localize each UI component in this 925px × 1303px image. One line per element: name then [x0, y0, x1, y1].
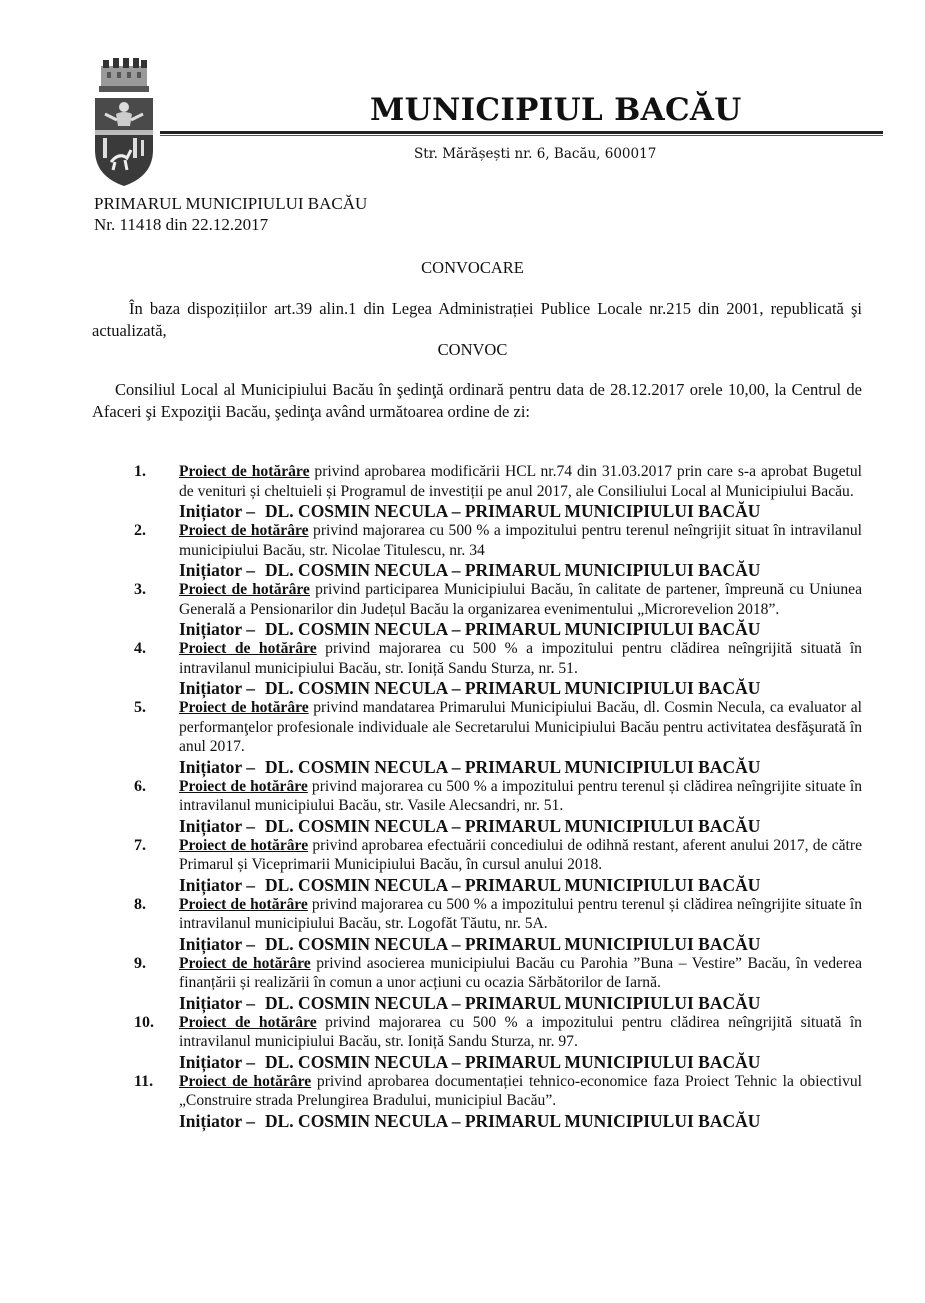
agenda-item-description	[179, 639, 862, 678]
agenda-item-description	[179, 698, 862, 757]
initiator-label: Inițiator –	[179, 678, 255, 698]
agenda-item	[92, 1072, 862, 1131]
agenda-item	[92, 462, 862, 521]
draft-decision-label: Proiect de hotărâre	[179, 954, 311, 972]
initiator-name: DL. COSMIN NECULA – PRIMARUL MUNICIPIULUI BACĂU	[265, 815, 761, 836]
agenda-item	[92, 1013, 862, 1072]
initiator-line	[179, 1052, 862, 1072]
coat-of-arms-icon	[93, 58, 155, 188]
agenda-item-number: 8.	[134, 895, 146, 913]
agenda-item-text: privind aprobarea documentației tehnico-economice faza Proiect Tehnic la obiectivul „Construire strada Prelungirea Bradului, municipiul Bacău”.	[179, 1072, 862, 1109]
agenda-item	[92, 954, 862, 1013]
issuer-block	[94, 193, 367, 235]
initiator-label: Inițiator –	[179, 501, 255, 521]
draft-decision-label: Proiect de hotărâre	[179, 699, 309, 716]
agenda-item-text: privind majorarea cu 500 % a impozitului pentru terenul și clădirea neîngrijite situate în intravilanul municipiului Bacău, str. Vasile Alecsandri, nr. 51.	[179, 777, 862, 814]
draft-decision-label: Proiect de hotărâre	[179, 581, 310, 598]
initiator-label: Inițiator –	[179, 992, 255, 1013]
issuer-name: PRIMARUL MUNICIPIULUI BACĂU	[94, 194, 368, 213]
initiator-name: DL. COSMIN NECULA – PRIMARUL MUNICIPIULUI BACĂU	[265, 560, 761, 580]
registration-number: Nr. 11418 din 22.12.2017	[94, 215, 269, 234]
agenda-item-description	[179, 836, 862, 875]
document-heading: CONVOCARE	[421, 258, 524, 277]
draft-decision-label: Proiect de hotărâre	[179, 895, 308, 913]
header-rule	[160, 131, 883, 136]
initiator-line	[179, 1111, 862, 1131]
agenda-item-text: privind mandatarea Primarului Municipiului Bacău, dl. Cosmin Necula, ca evaluator al performanţelor profesionale individuale ale Secretarului Municipiului Bacău pentru activitatea desfăşurată în anul 2017.	[179, 699, 862, 755]
initiator-line	[179, 934, 862, 954]
draft-decision-label: Proiect de hotărâre	[179, 640, 317, 657]
agenda-item-number: 9.	[134, 954, 146, 972]
initiator-name: DL. COSMIN NECULA – PRIMARUL MUNICIPIULUI BACĂU	[265, 874, 761, 895]
agenda-item-description	[179, 580, 862, 619]
agenda-item	[92, 521, 862, 580]
agenda-item-description	[179, 462, 862, 501]
agenda-item-number: 10.	[134, 1013, 154, 1031]
initiator-name: DL. COSMIN NECULA – PRIMARUL MUNICIPIULUI BACĂU	[265, 678, 761, 698]
document-subheading: CONVOC	[437, 340, 508, 359]
initiator-line	[179, 816, 862, 836]
initiator-label: Inițiator –	[179, 756, 255, 777]
initiator-name: DL. COSMIN NECULA – PRIMARUL MUNICIPIULUI BACĂU	[265, 756, 761, 777]
agenda-item-number: 5.	[134, 699, 146, 716]
initiator-line	[179, 757, 862, 777]
agenda-item-text: privind majorarea cu 500 % a impozitului pentru terenul și clădirea neîngrijite situate în intravilanul municipiului Bacău, str. Logofăt Tăutu, nr. 5A.	[179, 895, 862, 932]
agenda-item-description	[179, 777, 862, 816]
agenda-item-description	[179, 521, 862, 560]
agenda-item-text: privind asocierea municipiului Bacău cu Parohia ”Buna – Vestire” Bacău, în vederea finanțării și realizării în comun a unor acțiuni cu ocazia Sărbătorilor de Iarnă.	[179, 954, 862, 991]
initiator-line	[179, 993, 862, 1013]
draft-decision-label: Proiect de hotărâre	[179, 522, 309, 539]
initiator-label: Inițiator –	[179, 815, 255, 836]
agenda-item-number: 7.	[134, 836, 146, 854]
municipality-address: Str. Mărășești nr. 6, Bacău, 600017	[414, 146, 657, 162]
agenda-item-text: privind majorarea cu 500 % a impozitului pentru clădirea neîngrijită situată în intravilanul municipiului Bacău, str. Ioniță Sandu Sturza, nr. 97.	[179, 1013, 862, 1050]
agenda-item-text: privind participarea Municipiului Bacău, în calitate de partener, împreună cu Uniunea Generală a Pensionarilor din Județul Bacău la organizarea evenimentului „Microrevelion 2018”.	[179, 581, 862, 618]
initiator-name: DL. COSMIN NECULA – PRIMARUL MUNICIPIULUI BACĂU	[265, 1051, 761, 1072]
agenda-item-description	[179, 1072, 862, 1111]
agenda-item-number: 4.	[134, 640, 146, 657]
initiator-name: DL. COSMIN NECULA – PRIMARUL MUNICIPIULUI BACĂU	[265, 619, 761, 639]
agenda-item-text: privind majorarea cu 500 % a impozitului pentru terenul neîngrijit situat în intravilanul municipiului Bacău, str. Nicolae Titulescu, nr. 34	[179, 522, 862, 559]
agenda-item-number: 2.	[134, 522, 146, 539]
initiator-label: Inițiator –	[179, 1051, 255, 1072]
initiator-line	[179, 619, 862, 639]
agenda-item-number: 6.	[134, 777, 146, 795]
agenda-item-number: 1.	[134, 463, 146, 480]
initiator-line	[179, 678, 862, 698]
initiator-label: Inițiator –	[179, 1110, 255, 1131]
draft-decision-label: Proiect de hotărâre	[179, 777, 308, 795]
initiator-label: Inițiator –	[179, 619, 255, 639]
agenda-item-number: 11.	[134, 1072, 154, 1090]
agenda-item	[92, 698, 862, 777]
agenda-item-number: 3.	[134, 581, 146, 598]
agenda-item	[92, 836, 862, 895]
agenda-item	[92, 580, 862, 639]
agenda-item-description	[179, 895, 862, 934]
initiator-label: Inițiator –	[179, 560, 255, 580]
agenda-item-description	[179, 1013, 862, 1052]
agenda-item	[92, 639, 862, 698]
initiator-label: Inițiator –	[179, 933, 255, 954]
initiator-name: DL. COSMIN NECULA – PRIMARUL MUNICIPIULUI BACĂU	[265, 933, 761, 954]
draft-decision-label: Proiect de hotărâre	[179, 463, 310, 480]
agenda-item	[92, 895, 862, 954]
agenda-item-text: privind majorarea cu 500 % a impozitului pentru clădirea neîngrijită situată în intravilanul municipiului Bacău, str. Ioniță Sandu Sturza, nr. 51.	[179, 640, 862, 677]
initiator-line	[179, 875, 862, 895]
initiator-line	[179, 501, 862, 521]
agenda-list	[92, 460, 862, 1131]
draft-decision-label: Proiect de hotărâre	[179, 1072, 312, 1090]
initiator-line	[179, 560, 862, 580]
initiator-label: Inițiator –	[179, 874, 255, 895]
draft-decision-label: Proiect de hotărâre	[179, 1013, 317, 1031]
legal-basis-paragraph: În baza dispozițiilor art.39 alin.1 din Legea Administrației Publice Locale nr.215 din 2001, republicată şi actualizată,	[92, 299, 862, 340]
initiator-name: DL. COSMIN NECULA – PRIMARUL MUNICIPIULUI BACĂU	[265, 1110, 761, 1131]
agenda-item-description	[179, 954, 862, 993]
initiator-name: DL. COSMIN NECULA – PRIMARUL MUNICIPIULUI BACĂU	[265, 992, 761, 1013]
municipality-title: MUNICIPIUL BACĂU	[370, 92, 742, 128]
agenda-item-text: privind aprobarea efectuării concediului de odihnă restant, aferent anului 2017, de către Primarul și Viceprimarii Municipiului Bacău, în cursul anului 2018.	[179, 836, 862, 873]
draft-decision-label: Proiect de hotărâre	[179, 836, 309, 854]
agenda-item	[92, 777, 862, 836]
agenda-item-text: privind aprobarea modificării HCL nr.74 din 31.03.2017 prin care s-a aprobat Bugetul de venituri și cheltuieli și Programul de investiții pe anul 2017, ale Consiliului Local al Municipiului Bacău.	[179, 463, 862, 500]
convocation-paragraph: Consiliul Local al Municipiului Bacău în şedinţă ordinară pentru data de 28.12.2017 orele 10,00, la Centrul de Afaceri şi Expoziţii Bacău, şedinţa având următoarea ordine de zi:	[92, 380, 862, 421]
initiator-name: DL. COSMIN NECULA – PRIMARUL MUNICIPIULUI BACĂU	[265, 501, 761, 521]
